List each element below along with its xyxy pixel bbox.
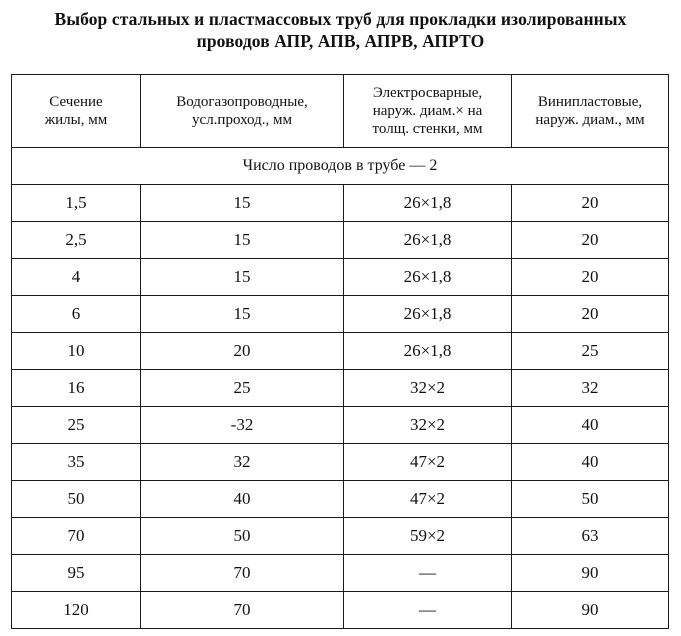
table-row	[12, 407, 669, 444]
cell-electric-welded: 26×1,8	[344, 333, 512, 370]
header-vinyl-plastic-pipes	[512, 75, 669, 148]
table-row	[12, 444, 669, 481]
cell-electric-welded: —	[344, 555, 512, 592]
cell-cross-section: 4	[12, 259, 141, 296]
cell-water-gas: 40	[141, 481, 344, 518]
table-row	[12, 518, 669, 555]
header-electric-welded-pipes	[344, 75, 512, 148]
table-row	[12, 259, 669, 296]
cell-water-gas: 70	[141, 592, 344, 629]
group-label: Число проводов в трубе — 2	[12, 148, 669, 185]
table-row	[12, 296, 669, 333]
cell-vinyl-plastic: 90	[512, 592, 669, 629]
cell-cross-section: 35	[12, 444, 141, 481]
cell-electric-welded: 32×2	[344, 407, 512, 444]
table-row	[12, 185, 669, 222]
cell-cross-section: 1,5	[12, 185, 141, 222]
cell-electric-welded: 26×1,8	[344, 185, 512, 222]
header-electric-welded-line-3: толщ. стенки, мм	[372, 121, 483, 137]
header-water-gas-line-1: Водогазопроводные,	[176, 94, 308, 110]
document-title	[0, 8, 681, 52]
cell-water-gas: -32	[141, 407, 344, 444]
cell-water-gas: 15	[141, 222, 344, 259]
header-cross-section-line-1: Сечение	[49, 94, 103, 110]
cell-electric-welded: —	[344, 592, 512, 629]
header-row	[12, 75, 669, 148]
table-row	[12, 370, 669, 407]
header-cross-section	[12, 75, 141, 148]
header-electric-welded-line-2: наруж. диам.× на	[372, 103, 483, 119]
cell-vinyl-plastic: 40	[512, 444, 669, 481]
cell-electric-welded: 26×1,8	[344, 296, 512, 333]
cell-cross-section: 10	[12, 333, 141, 370]
cell-vinyl-plastic: 40	[512, 407, 669, 444]
cell-vinyl-plastic: 20	[512, 259, 669, 296]
cell-vinyl-plastic: 63	[512, 518, 669, 555]
cell-vinyl-plastic: 20	[512, 296, 669, 333]
cell-cross-section: 25	[12, 407, 141, 444]
cell-electric-welded: 59×2	[344, 518, 512, 555]
cell-water-gas: 70	[141, 555, 344, 592]
pipe-selection-table	[11, 74, 669, 629]
title-line-2: проводов АПР, АПВ, АПРВ, АПРТО	[196, 31, 485, 51]
cell-cross-section: 50	[12, 481, 141, 518]
cell-water-gas: 15	[141, 185, 344, 222]
cell-electric-welded: 26×1,8	[344, 259, 512, 296]
cell-cross-section: 120	[12, 592, 141, 629]
table-row	[12, 481, 669, 518]
title-line-1: Выбор стальных и пластмассовых труб для прокладки изолированных	[54, 9, 627, 29]
cell-cross-section: 70	[12, 518, 141, 555]
cell-water-gas: 15	[141, 296, 344, 333]
group-row	[12, 148, 669, 185]
header-electric-welded-line-1: Электросварные,	[372, 85, 483, 101]
cell-vinyl-plastic: 20	[512, 185, 669, 222]
cell-vinyl-plastic: 50	[512, 481, 669, 518]
table-row	[12, 333, 669, 370]
header-water-gas-pipes	[141, 75, 344, 148]
header-vinyl-plastic-line-1: Винипластовые,	[537, 94, 643, 110]
cell-vinyl-plastic: 90	[512, 555, 669, 592]
cell-vinyl-plastic: 20	[512, 222, 669, 259]
cell-cross-section: 6	[12, 296, 141, 333]
cell-vinyl-plastic: 25	[512, 333, 669, 370]
cell-electric-welded: 47×2	[344, 481, 512, 518]
cell-cross-section: 16	[12, 370, 141, 407]
cell-water-gas: 20	[141, 333, 344, 370]
cell-cross-section: 95	[12, 555, 141, 592]
cell-vinyl-plastic: 32	[512, 370, 669, 407]
cell-water-gas: 32	[141, 444, 344, 481]
cell-electric-welded: 32×2	[344, 370, 512, 407]
header-water-gas-line-2: усл.проход., мм	[192, 112, 292, 128]
cell-water-gas: 15	[141, 259, 344, 296]
table-row	[12, 555, 669, 592]
cell-electric-welded: 26×1,8	[344, 222, 512, 259]
cell-water-gas: 25	[141, 370, 344, 407]
table-row	[12, 222, 669, 259]
cell-water-gas: 50	[141, 518, 344, 555]
table-row	[12, 592, 669, 629]
header-cross-section-line-2: жилы, мм	[44, 112, 108, 128]
cell-electric-welded: 47×2	[344, 444, 512, 481]
cell-cross-section: 2,5	[12, 222, 141, 259]
header-vinyl-plastic-line-2: наруж. диам., мм	[535, 112, 645, 128]
